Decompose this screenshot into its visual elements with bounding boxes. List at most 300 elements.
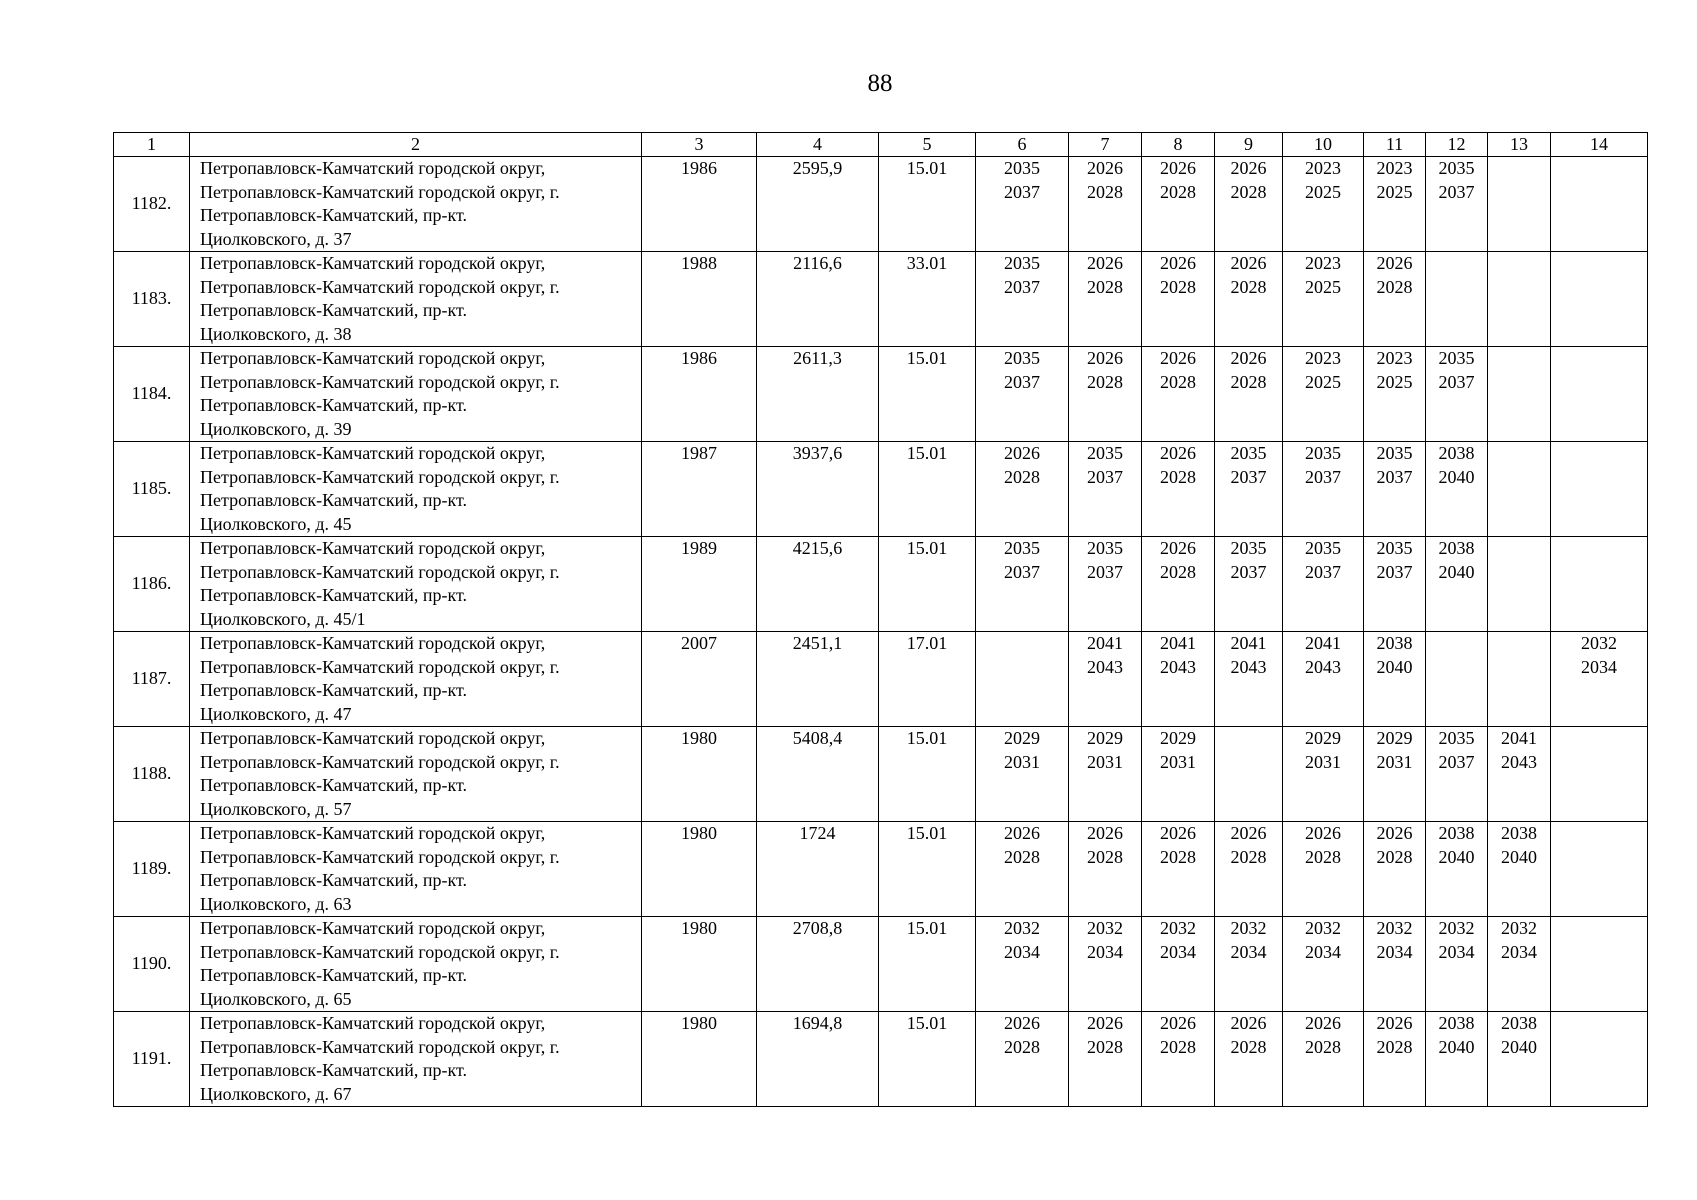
period-year: 2028 xyxy=(1004,466,1040,487)
period-year: 2026 xyxy=(1160,443,1196,463)
period-year: 2026 xyxy=(1305,1013,1341,1033)
address-cell xyxy=(190,727,642,822)
period-year: 2032 xyxy=(1376,918,1413,938)
year-cell: 1988 xyxy=(642,252,757,347)
period-year: 2034 xyxy=(1087,941,1123,962)
period-year: 2028 xyxy=(1376,276,1413,297)
address-cell xyxy=(190,632,642,727)
address-cell xyxy=(190,917,642,1012)
period-year: 2023 xyxy=(1305,253,1341,273)
period-cell-col-12 xyxy=(1426,727,1488,822)
period-year: 2037 xyxy=(1376,466,1413,487)
period-year: 2037 xyxy=(1004,371,1040,392)
period-year: 2035 xyxy=(1004,538,1040,558)
period-year: 2043 xyxy=(1305,656,1341,677)
column-number-13: 13 xyxy=(1488,133,1551,157)
period-year: 2028 xyxy=(1087,1036,1123,1057)
period-cell-col-8 xyxy=(1142,917,1215,1012)
code-cell: 15.01 xyxy=(879,727,976,822)
row-number: 1187. xyxy=(114,632,190,727)
period-year: 2032 xyxy=(1581,633,1617,653)
period-cell-col-7 xyxy=(1069,917,1142,1012)
period-year: 2035 xyxy=(1305,443,1341,463)
period-year: 2026 xyxy=(1230,1013,1267,1033)
table-row xyxy=(114,632,1648,727)
period-cell-col-8 xyxy=(1142,1012,1215,1107)
period-year: 2038 xyxy=(1438,538,1475,558)
period-year: 2037 xyxy=(1087,561,1123,582)
period-year: 2032 xyxy=(1004,918,1040,938)
period-cell-col-11 xyxy=(1364,157,1426,252)
period-cell-col-11 xyxy=(1364,727,1426,822)
period-year: 2028 xyxy=(1230,371,1267,392)
address-line: Петропавловск-Камчатский городской округ, xyxy=(200,348,546,368)
period-cell-col-6 xyxy=(976,917,1069,1012)
area-cell: 3937,6 xyxy=(757,442,879,537)
column-number-7: 7 xyxy=(1069,133,1142,157)
period-year: 2038 xyxy=(1501,823,1537,843)
year-cell: 2007 xyxy=(642,632,757,727)
address-line: Петропавловск-Камчатский городской округ, г. xyxy=(200,941,560,962)
code-cell: 15.01 xyxy=(879,917,976,1012)
area-cell: 2611,3 xyxy=(757,347,879,442)
period-year: 2028 xyxy=(1004,1036,1040,1057)
row-number: 1184. xyxy=(114,347,190,442)
year-cell: 1986 xyxy=(642,347,757,442)
row-number: 1191. xyxy=(114,1012,190,1107)
address-line: Петропавловск-Камчатский городской округ, г. xyxy=(200,656,560,677)
period-cell-col-9 xyxy=(1215,252,1283,347)
period-year: 2037 xyxy=(1004,276,1040,297)
period-cell-col-12 xyxy=(1426,537,1488,632)
column-number-12: 12 xyxy=(1426,133,1488,157)
period-cell-col-7 xyxy=(1069,632,1142,727)
period-year: 2028 xyxy=(1160,181,1196,202)
period-year: 2032 xyxy=(1438,918,1475,938)
area-cell: 1694,8 xyxy=(757,1012,879,1107)
period-year: 2026 xyxy=(1160,823,1196,843)
row-number: 1185. xyxy=(114,442,190,537)
period-year: 2025 xyxy=(1305,371,1341,392)
period-year: 2023 xyxy=(1376,348,1413,368)
period-year: 2032 xyxy=(1305,918,1341,938)
period-year: 2026 xyxy=(1160,253,1196,273)
period-cell-col-14 xyxy=(1551,822,1648,917)
period-year: 2028 xyxy=(1160,846,1196,867)
period-cell-col-6 xyxy=(976,442,1069,537)
period-cell-col-10 xyxy=(1283,537,1364,632)
period-cell-col-6 xyxy=(976,347,1069,442)
period-cell-col-10 xyxy=(1283,157,1364,252)
period-year: 2035 xyxy=(1438,348,1475,368)
year-cell: 1986 xyxy=(642,157,757,252)
period-year: 2026 xyxy=(1160,538,1196,558)
column-number-4: 4 xyxy=(757,133,879,157)
period-cell-col-13 xyxy=(1488,157,1551,252)
period-year: 2031 xyxy=(1305,751,1341,772)
period-year: 2032 xyxy=(1230,918,1267,938)
period-year: 2031 xyxy=(1160,751,1196,772)
period-year: 2034 xyxy=(1230,941,1267,962)
period-cell-col-9 xyxy=(1215,917,1283,1012)
period-cell-col-7 xyxy=(1069,252,1142,347)
page-number: 88 xyxy=(867,70,893,97)
period-year: 2034 xyxy=(1160,941,1196,962)
code-cell: 15.01 xyxy=(879,442,976,537)
period-cell-col-10 xyxy=(1283,632,1364,727)
period-year: 2035 xyxy=(1087,443,1123,463)
period-cell-col-14 xyxy=(1551,347,1648,442)
period-year: 2037 xyxy=(1438,751,1475,772)
code-cell: 15.01 xyxy=(879,822,976,917)
period-year: 2043 xyxy=(1230,656,1267,677)
period-cell-col-6 xyxy=(976,537,1069,632)
period-year: 2037 xyxy=(1305,561,1341,582)
period-cell-col-11 xyxy=(1364,822,1426,917)
address-line: Петропавловск-Камчатский, пр-кт. xyxy=(200,490,468,510)
period-year: 2038 xyxy=(1438,1013,1475,1033)
period-cell-col-13 xyxy=(1488,727,1551,822)
header-row xyxy=(114,133,1648,157)
period-year: 2040 xyxy=(1438,846,1475,867)
year-cell: 1980 xyxy=(642,917,757,1012)
period-year: 2038 xyxy=(1438,443,1475,463)
address-line: Петропавловск-Камчатский, пр-кт. xyxy=(200,585,468,605)
period-cell-col-10 xyxy=(1283,347,1364,442)
code-cell: 15.01 xyxy=(879,1012,976,1107)
period-year: 2037 xyxy=(1004,181,1040,202)
address-cell xyxy=(190,252,642,347)
column-number-11: 11 xyxy=(1364,133,1426,157)
period-year: 2038 xyxy=(1376,633,1413,653)
period-cell-col-6 xyxy=(976,1012,1069,1107)
period-year: 2032 xyxy=(1087,918,1123,938)
period-year: 2043 xyxy=(1160,656,1196,677)
address-line: Циолковского, д. 63 xyxy=(200,893,352,914)
table-row xyxy=(114,537,1648,632)
period-year: 2026 xyxy=(1230,158,1267,178)
column-number-5: 5 xyxy=(879,133,976,157)
address-cell xyxy=(190,1012,642,1107)
period-cell-col-12 xyxy=(1426,157,1488,252)
period-cell-col-11 xyxy=(1364,537,1426,632)
period-cell-col-12 xyxy=(1426,822,1488,917)
period-year: 2023 xyxy=(1376,158,1413,178)
period-year: 2029 xyxy=(1376,728,1413,748)
address-line: Циолковского, д. 37 xyxy=(200,228,352,249)
period-cell-col-14 xyxy=(1551,727,1648,822)
period-cell-col-7 xyxy=(1069,537,1142,632)
period-cell-col-10 xyxy=(1283,252,1364,347)
period-year: 2026 xyxy=(1004,443,1040,463)
period-cell-col-12 xyxy=(1426,442,1488,537)
period-cell-col-13 xyxy=(1488,632,1551,727)
period-cell-col-10 xyxy=(1283,727,1364,822)
period-cell-col-8 xyxy=(1142,632,1215,727)
address-line: Петропавловск-Камчатский, пр-кт. xyxy=(200,205,468,225)
period-year: 2028 xyxy=(1160,561,1196,582)
code-cell: 33.01 xyxy=(879,252,976,347)
period-cell-col-8 xyxy=(1142,442,1215,537)
period-cell-col-11 xyxy=(1364,1012,1426,1107)
period-year: 2034 xyxy=(1376,941,1413,962)
period-year: 2041 xyxy=(1501,728,1537,748)
period-cell-col-14 xyxy=(1551,442,1648,537)
period-cell-col-7 xyxy=(1069,1012,1142,1107)
year-cell: 1980 xyxy=(642,727,757,822)
period-cell-col-9 xyxy=(1215,727,1283,822)
period-cell-col-14 xyxy=(1551,252,1648,347)
area-cell: 5408,4 xyxy=(757,727,879,822)
period-cell-col-11 xyxy=(1364,252,1426,347)
address-line: Петропавловск-Камчатский, пр-кт. xyxy=(200,775,468,795)
period-year: 2029 xyxy=(1087,728,1123,748)
area-cell: 2708,8 xyxy=(757,917,879,1012)
period-year: 2038 xyxy=(1501,1013,1537,1033)
period-year: 2043 xyxy=(1087,656,1123,677)
period-year: 2035 xyxy=(1305,538,1341,558)
period-year: 2034 xyxy=(1004,941,1040,962)
period-cell-col-10 xyxy=(1283,822,1364,917)
period-cell-col-8 xyxy=(1142,537,1215,632)
period-cell-col-14 xyxy=(1551,632,1648,727)
period-cell-col-11 xyxy=(1364,917,1426,1012)
period-cell-col-9 xyxy=(1215,347,1283,442)
period-cell-col-7 xyxy=(1069,157,1142,252)
address-cell xyxy=(190,157,642,252)
period-year: 2026 xyxy=(1230,348,1267,368)
period-cell-col-11 xyxy=(1364,632,1426,727)
period-year: 2026 xyxy=(1160,1013,1196,1033)
table-row xyxy=(114,252,1648,347)
period-cell-col-7 xyxy=(1069,822,1142,917)
period-cell-col-11 xyxy=(1364,442,1426,537)
period-year: 2041 xyxy=(1230,633,1267,653)
address-line: Петропавловск-Камчатский городской округ, г. xyxy=(200,751,560,772)
column-number-2: 2 xyxy=(190,133,642,157)
year-cell: 1980 xyxy=(642,1012,757,1107)
period-year: 2034 xyxy=(1581,656,1617,677)
address-line: Циолковского, д. 65 xyxy=(200,988,352,1009)
table-row xyxy=(114,347,1648,442)
address-line: Петропавловск-Камчатский городской округ, xyxy=(200,823,546,843)
address-line: Петропавловск-Камчатский городской округ, г. xyxy=(200,181,560,202)
period-year: 2040 xyxy=(1438,561,1475,582)
period-year: 2026 xyxy=(1004,1013,1040,1033)
period-year: 2040 xyxy=(1501,1036,1537,1057)
period-year: 2028 xyxy=(1376,846,1413,867)
period-year: 2026 xyxy=(1230,253,1267,273)
address-line: Петропавловск-Камчатский, пр-кт. xyxy=(200,680,468,700)
period-year: 2035 xyxy=(1376,443,1413,463)
period-year: 2032 xyxy=(1160,918,1196,938)
period-cell-col-9 xyxy=(1215,822,1283,917)
column-number-10: 10 xyxy=(1283,133,1364,157)
table-row xyxy=(114,822,1648,917)
housing-table xyxy=(113,132,1648,1107)
period-year: 2029 xyxy=(1160,728,1196,748)
period-year: 2026 xyxy=(1376,253,1413,273)
period-year: 2028 xyxy=(1230,1036,1267,1057)
period-year: 2028 xyxy=(1087,371,1123,392)
period-cell-col-6 xyxy=(976,252,1069,347)
period-year: 2028 xyxy=(1160,1036,1196,1057)
period-year: 2028 xyxy=(1305,846,1341,867)
period-year: 2028 xyxy=(1160,371,1196,392)
period-year: 2034 xyxy=(1501,941,1537,962)
column-number-9: 9 xyxy=(1215,133,1283,157)
period-year: 2035 xyxy=(1004,158,1040,178)
period-cell-col-6 xyxy=(976,632,1069,727)
year-cell: 1989 xyxy=(642,537,757,632)
period-year: 2028 xyxy=(1160,276,1196,297)
column-number-8: 8 xyxy=(1142,133,1215,157)
period-cell-col-7 xyxy=(1069,347,1142,442)
period-year: 2037 xyxy=(1004,561,1040,582)
period-cell-col-6 xyxy=(976,157,1069,252)
period-year: 2035 xyxy=(1230,443,1267,463)
period-year: 2031 xyxy=(1087,751,1123,772)
period-year: 2028 xyxy=(1376,1036,1413,1057)
address-line: Петропавловск-Камчатский городской округ, xyxy=(200,538,546,558)
column-number-1: 1 xyxy=(114,133,190,157)
code-cell: 15.01 xyxy=(879,157,976,252)
address-cell xyxy=(190,442,642,537)
period-year: 2041 xyxy=(1305,633,1341,653)
period-year: 2037 xyxy=(1438,181,1475,202)
address-line: Петропавловск-Камчатский городской округ, г. xyxy=(200,466,560,487)
address-line: Петропавловск-Камчатский городской округ, г. xyxy=(200,846,560,867)
period-year: 2026 xyxy=(1087,823,1123,843)
address-line: Петропавловск-Камчатский городской округ, xyxy=(200,633,546,653)
row-number: 1182. xyxy=(114,157,190,252)
address-line: Петропавловск-Камчатский городской округ, xyxy=(200,918,546,938)
address-line: Петропавловск-Камчатский городской округ, xyxy=(200,253,546,273)
area-cell: 2451,1 xyxy=(757,632,879,727)
row-number: 1188. xyxy=(114,727,190,822)
address-line: Петропавловск-Камчатский городской округ, xyxy=(200,1013,546,1033)
address-line: Петропавловск-Камчатский, пр-кт. xyxy=(200,300,468,320)
period-year: 2028 xyxy=(1160,466,1196,487)
period-year: 2035 xyxy=(1438,158,1475,178)
period-year: 2034 xyxy=(1438,941,1475,962)
period-year: 2028 xyxy=(1004,846,1040,867)
period-year: 2038 xyxy=(1438,823,1475,843)
address-line: Циолковского, д. 47 xyxy=(200,703,352,724)
period-year: 2025 xyxy=(1376,181,1413,202)
period-cell-col-9 xyxy=(1215,537,1283,632)
address-cell xyxy=(190,537,642,632)
period-year: 2026 xyxy=(1087,348,1123,368)
period-cell-col-8 xyxy=(1142,347,1215,442)
period-cell-col-9 xyxy=(1215,632,1283,727)
period-cell-col-12 xyxy=(1426,347,1488,442)
table-row xyxy=(114,727,1648,822)
period-cell-col-13 xyxy=(1488,822,1551,917)
period-cell-col-8 xyxy=(1142,157,1215,252)
period-cell-col-10 xyxy=(1283,1012,1364,1107)
period-year: 2026 xyxy=(1160,158,1196,178)
year-cell: 1987 xyxy=(642,442,757,537)
period-year: 2028 xyxy=(1087,846,1123,867)
period-year: 2037 xyxy=(1230,466,1267,487)
period-year: 2041 xyxy=(1160,633,1196,653)
period-year: 2043 xyxy=(1501,751,1537,772)
area-cell: 4215,6 xyxy=(757,537,879,632)
period-cell-col-11 xyxy=(1364,347,1426,442)
period-year: 2037 xyxy=(1230,561,1267,582)
code-cell: 15.01 xyxy=(879,347,976,442)
period-year: 2026 xyxy=(1087,1013,1123,1033)
address-line: Петропавловск-Камчатский, пр-кт. xyxy=(200,1060,468,1080)
address-cell xyxy=(190,347,642,442)
period-cell-col-9 xyxy=(1215,1012,1283,1107)
period-year: 2026 xyxy=(1230,823,1267,843)
period-year: 2035 xyxy=(1376,538,1413,558)
period-year: 2041 xyxy=(1087,633,1123,653)
code-cell: 15.01 xyxy=(879,537,976,632)
period-year: 2028 xyxy=(1230,846,1267,867)
period-year: 2028 xyxy=(1305,1036,1341,1057)
address-line: Петропавловск-Камчатский, пр-кт. xyxy=(200,965,468,985)
address-line: Циолковского, д. 67 xyxy=(200,1083,352,1104)
period-year: 2029 xyxy=(1004,728,1040,748)
period-year: 2037 xyxy=(1376,561,1413,582)
period-cell-col-13 xyxy=(1488,537,1551,632)
table-row xyxy=(114,442,1648,537)
period-year: 2026 xyxy=(1376,823,1413,843)
period-year: 2040 xyxy=(1438,1036,1475,1057)
table-row xyxy=(114,917,1648,1012)
period-cell-col-12 xyxy=(1426,252,1488,347)
table-row xyxy=(114,157,1648,252)
period-year: 2031 xyxy=(1376,751,1413,772)
code-cell: 17.01 xyxy=(879,632,976,727)
period-year: 2023 xyxy=(1305,348,1341,368)
address-line: Петропавловск-Камчатский, пр-кт. xyxy=(200,395,468,415)
period-cell-col-8 xyxy=(1142,252,1215,347)
period-year: 2023 xyxy=(1305,158,1341,178)
period-year: 2035 xyxy=(1004,348,1040,368)
period-cell-col-13 xyxy=(1488,347,1551,442)
address-line: Циолковского, д. 45 xyxy=(200,513,352,534)
period-year: 2037 xyxy=(1438,371,1475,392)
period-year: 2026 xyxy=(1087,253,1123,273)
period-cell-col-14 xyxy=(1551,1012,1648,1107)
period-cell-col-6 xyxy=(976,727,1069,822)
period-year: 2040 xyxy=(1501,846,1537,867)
address-line: Петропавловск-Камчатский городской округ, г. xyxy=(200,371,560,392)
column-number-6: 6 xyxy=(976,133,1069,157)
address-line: Циолковского, д. 57 xyxy=(200,798,352,819)
period-year: 2037 xyxy=(1305,466,1341,487)
period-cell-col-9 xyxy=(1215,442,1283,537)
period-year: 2028 xyxy=(1230,276,1267,297)
period-cell-col-13 xyxy=(1488,917,1551,1012)
area-cell: 1724 xyxy=(757,822,879,917)
period-year: 2040 xyxy=(1438,466,1475,487)
period-year: 2035 xyxy=(1004,253,1040,273)
period-cell-col-12 xyxy=(1426,917,1488,1012)
table-row xyxy=(114,1012,1648,1107)
period-year: 2025 xyxy=(1305,276,1341,297)
address-line: Петропавловск-Камчатский городской округ, xyxy=(200,158,546,178)
period-cell-col-10 xyxy=(1283,442,1364,537)
period-cell-col-14 xyxy=(1551,157,1648,252)
period-year: 2025 xyxy=(1305,181,1341,202)
period-cell-col-13 xyxy=(1488,1012,1551,1107)
address-line: Циолковского, д. 45/1 xyxy=(200,608,366,629)
